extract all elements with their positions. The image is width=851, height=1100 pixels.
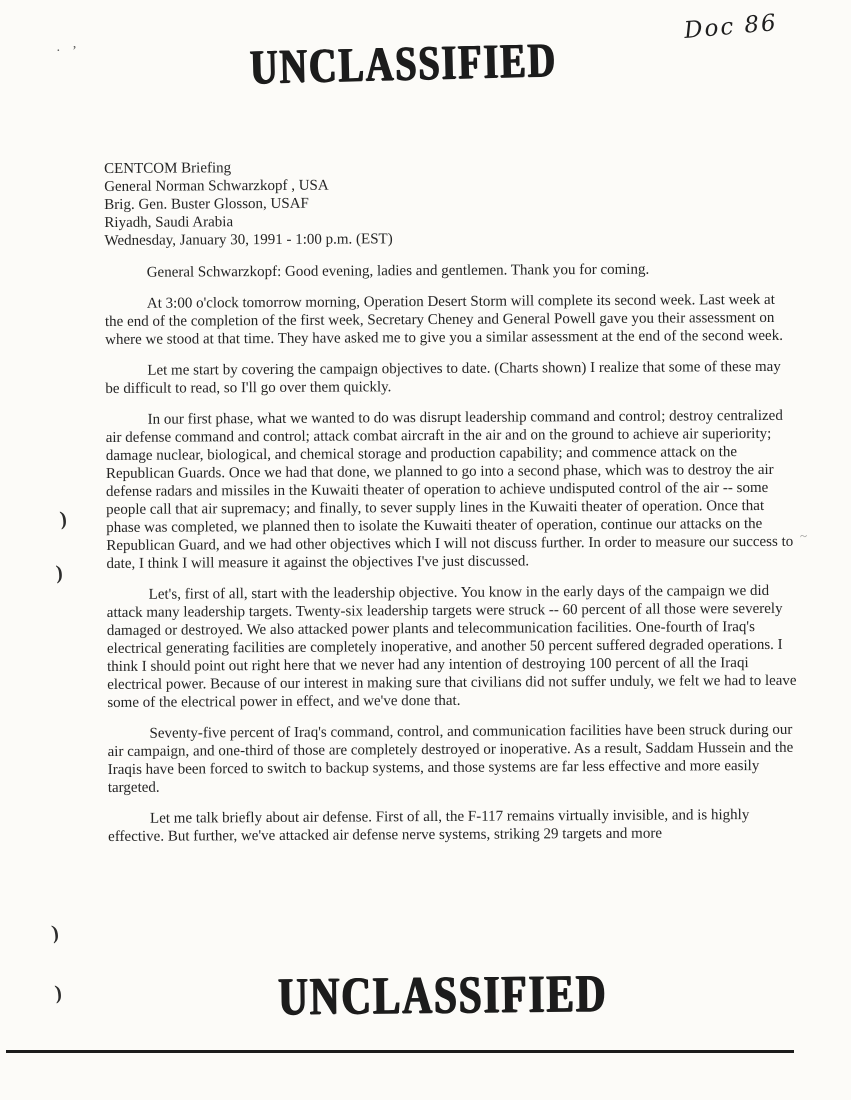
scan-artifact-top-left: · ’	[56, 44, 81, 59]
header-line-location: Riyadh, Saudi Arabia	[104, 214, 234, 231]
scan-artifact-paren: )	[58, 507, 68, 531]
bottom-scan-line	[6, 1050, 794, 1053]
header-line-datetime: Wednesday, January 30, 1991 - 1:00 p.m. (EST)	[104, 231, 393, 249]
scan-artifact-paren: )	[53, 981, 63, 1005]
handwritten-doc-number: Doc 86	[683, 9, 779, 45]
scan-artifact-paren: )	[55, 561, 64, 585]
header-line-speaker-2: Brig. Gen. Buster Glosson, USAF	[104, 195, 309, 213]
scan-artifact-paren: )	[50, 921, 61, 945]
paragraph-second-week: At 3:00 o'clock tomorrow morning, Operation Desert Storm will complete its second week. Last week at the end of the completion of the first week, Secretary Cheney and General Powell gave you their assessment on where we stood at that time. They have asked me to give you a similar assessment at the end of the second week.	[104, 291, 783, 348]
unclassified-stamp-top: UNCLASSIFIED	[249, 33, 558, 95]
briefing-header	[104, 156, 795, 250]
unclassified-stamp-bottom: UNCLASSIFIED	[277, 962, 608, 1026]
scan-artifact-right-edge: ~	[800, 528, 808, 543]
paragraph-greeting: General Schwarzkopf: Good evening, ladies and gentlemen. Thank you for coming.	[146, 261, 650, 281]
header-line-speaker-1: General Norman Schwarzkopf , USA	[104, 177, 329, 195]
document-content	[104, 156, 798, 859]
paragraph-leadership-objective: Let's, first of all, start with the leadership objective. You know in the early days of the campaign we did attack many leadership targets. Twenty-six leadership targets were struck -- 60 percent of all those were severely damaged or destroyed. We also attacked power plants and telecommunication facilities. One-fourth of Iraq's electrical generating facilities are completely inoperative, and another 50 percent suffered degraded operations. I think I should point out right here that we never had any intention of destroying 100 percent of all the Iraqi electrical power. Because of our interest in making sure that civilians did not suffer unduly, we felt we had to leave some of the electrical power in effect, and we've done that.	[106, 582, 797, 711]
paragraph-campaign-objectives: Let me start by covering the campaign objectives to date. (Charts shown) I realize that some of these may be difficult to read, so I'll go over them quickly.	[105, 358, 781, 397]
header-line-briefing-title: CENTCOM Briefing	[104, 160, 232, 177]
paragraph-command-control: Seventy-five percent of Iraq's command, control, and communication facilities have been struck during our air campaign, and one-third of those are completely destroyed or inoperative. As a result, Saddam Hussein and the Iraqis have been forced to switch to backup systems, and those systems are far less effective and more easily targeted.	[107, 721, 794, 796]
paragraph-first-phase: In our first phase, what we wanted to do was disrupt leadership command and control; destroy centralized air defense command and control; attack combat aircraft in the air and on the ground to achieve air superiority; damage nuclear, biological, and chemical storage and production capability; and commence attack on the Republican Guards. Once we had that done, we planned to go into a second phase, which was to destroy the air defense radars and missiles in the Kuwaiti theater of operation to achieve undisputed control of the air -- some people call that air supremacy; and finally, to sever supply lines in the Kuwaiti theater of operation. Once that phase was completed, we planned then to isolate the Kuwaiti theater of operation, continue our attacks on the Republican Guard, and we had other objectives which I will not discuss further. In order to measure our success to date, I think I will measure it against the objectives I've just discussed.	[105, 407, 794, 572]
paragraph-air-defense: Let me talk briefly about air defense. First of all, the F-117 remains virtually invisible, and is highly effective. But further, we've attacked air defense nerve systems, striking 29 targets and more	[108, 807, 750, 845]
